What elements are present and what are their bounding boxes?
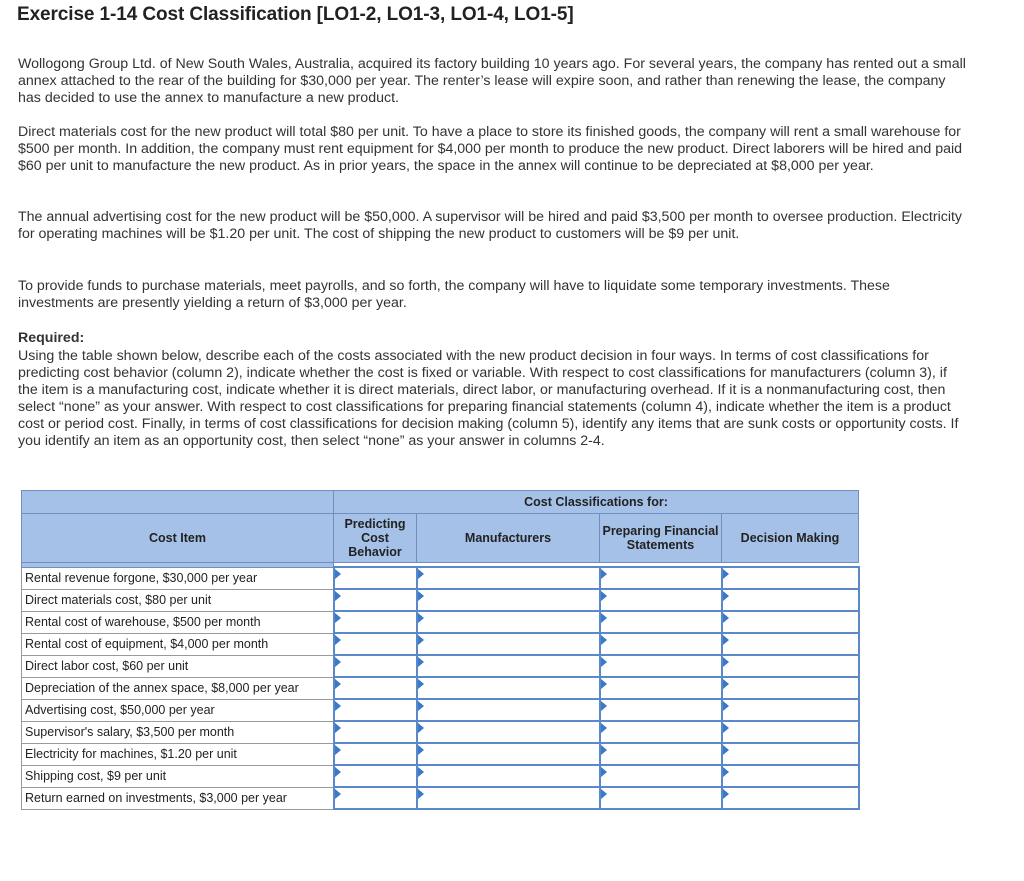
dropdown-marker-icon bbox=[601, 701, 607, 711]
decision-dropdown[interactable] bbox=[722, 721, 859, 743]
financial-dropdown[interactable] bbox=[600, 699, 722, 721]
dropdown-marker-icon bbox=[723, 745, 729, 755]
dropdown-marker-icon bbox=[601, 657, 607, 667]
table-row bbox=[22, 743, 859, 765]
dropdown-marker-icon bbox=[418, 591, 424, 601]
dropdown-marker-icon bbox=[723, 679, 729, 689]
dropdown-marker-icon bbox=[418, 701, 424, 711]
decision-dropdown[interactable] bbox=[722, 633, 859, 655]
predicting-dropdown[interactable] bbox=[334, 765, 417, 787]
dropdown-marker-icon bbox=[418, 657, 424, 667]
dropdown-marker-icon bbox=[723, 701, 729, 711]
financial-dropdown[interactable] bbox=[600, 721, 722, 743]
dropdown-marker-icon bbox=[723, 635, 729, 645]
dropdown-marker-icon bbox=[335, 767, 341, 777]
table-row bbox=[22, 655, 859, 677]
dropdown-marker-icon bbox=[335, 635, 341, 645]
decision-dropdown[interactable] bbox=[722, 787, 859, 809]
header-manufacturers: Manufacturers bbox=[417, 514, 600, 563]
manufacturers-dropdown[interactable] bbox=[417, 765, 600, 787]
dropdown-marker-icon bbox=[335, 723, 341, 733]
cost-item-label: Depreciation of the annex space, $8,000 per year bbox=[22, 677, 334, 699]
cost-item-label: Return earned on investments, $3,000 per year bbox=[22, 787, 334, 809]
page-title: Exercise 1-14 Cost Classification [LO1-2, LO1-3, LO1-4, LO1-5] bbox=[17, 4, 574, 25]
header-decision: Decision Making bbox=[722, 514, 859, 563]
dropdown-marker-icon bbox=[335, 657, 341, 667]
decision-dropdown[interactable] bbox=[722, 611, 859, 633]
manufacturers-dropdown[interactable] bbox=[417, 633, 600, 655]
dropdown-marker-icon bbox=[335, 701, 341, 711]
manufacturers-dropdown[interactable] bbox=[417, 611, 600, 633]
table-row bbox=[22, 567, 859, 589]
dropdown-marker-icon bbox=[418, 767, 424, 777]
decision-dropdown[interactable] bbox=[722, 765, 859, 787]
predicting-dropdown[interactable] bbox=[334, 787, 417, 809]
decision-dropdown[interactable] bbox=[722, 743, 859, 765]
financial-dropdown[interactable] bbox=[600, 567, 722, 589]
predicting-dropdown[interactable] bbox=[334, 743, 417, 765]
table-row bbox=[22, 589, 859, 611]
dropdown-marker-icon bbox=[601, 635, 607, 645]
dropdown-marker-icon bbox=[723, 723, 729, 733]
dropdown-marker-icon bbox=[601, 569, 607, 579]
dropdown-marker-icon bbox=[335, 789, 341, 799]
predicting-dropdown[interactable] bbox=[334, 567, 417, 589]
required-heading: Required: bbox=[18, 330, 85, 346]
dropdown-marker-icon bbox=[601, 591, 607, 601]
header-predicting: Predicting Cost Behavior bbox=[334, 514, 417, 563]
dropdown-marker-icon bbox=[723, 767, 729, 777]
dropdown-marker-icon bbox=[601, 723, 607, 733]
paragraph-investments: To provide funds to purchase materials, meet payrolls, and so forth, the company will have to liquidate some temporary investments. These investments are presently yielding a return of $3,000 per year. bbox=[18, 278, 890, 311]
table-row bbox=[22, 765, 859, 787]
cost-item-label: Direct materials cost, $80 per unit bbox=[22, 589, 334, 611]
dropdown-marker-icon bbox=[335, 613, 341, 623]
decision-dropdown[interactable] bbox=[722, 567, 859, 589]
manufacturers-dropdown[interactable] bbox=[417, 677, 600, 699]
cost-item-label: Rental revenue forgone, $30,000 per year bbox=[22, 567, 334, 589]
manufacturers-dropdown[interactable] bbox=[417, 787, 600, 809]
manufacturers-dropdown[interactable] bbox=[417, 567, 600, 589]
dropdown-marker-icon bbox=[601, 745, 607, 755]
paragraph-intro: Wollogong Group Ltd. of New South Wales, Australia, acquired its factory building 10 years ago. For several years, the company has rented out a small annex attached to the rear of the building for $30,000 per year. The renter’s lease will expire soon, and rather than renewing the lease, the company has decided to use the annex to manufacture a new product. bbox=[18, 56, 966, 106]
financial-dropdown[interactable] bbox=[600, 743, 722, 765]
financial-dropdown[interactable] bbox=[600, 765, 722, 787]
manufacturers-dropdown[interactable] bbox=[417, 655, 600, 677]
dropdown-marker-icon bbox=[723, 613, 729, 623]
table-row bbox=[22, 721, 859, 743]
cost-item-label: Advertising cost, $50,000 per year bbox=[22, 699, 334, 721]
financial-dropdown[interactable] bbox=[600, 787, 722, 809]
table-row bbox=[22, 699, 859, 721]
paragraph-costs: Direct materials cost for the new product will total $80 per unit. To have a place to store its finished goods, the company will rent a small warehouse for $500 per month. In addition, the company must rent equipment for $4,000 per month to produce the new product. Direct laborers will be hired and paid $60 per unit to manufacture the new product. As in prior years, the space in the annex will continue to be depreciated at $8,000 per year. bbox=[18, 124, 963, 174]
header-group: Cost Classifications for: bbox=[334, 491, 859, 514]
financial-dropdown[interactable] bbox=[600, 611, 722, 633]
cost-item-label: Supervisor's salary, $3,500 per month bbox=[22, 721, 334, 743]
cost-item-label: Shipping cost, $9 per unit bbox=[22, 765, 334, 787]
decision-dropdown[interactable] bbox=[722, 677, 859, 699]
table-row bbox=[22, 633, 859, 655]
dropdown-marker-icon bbox=[723, 789, 729, 799]
decision-dropdown[interactable] bbox=[722, 589, 859, 611]
predicting-dropdown[interactable] bbox=[334, 655, 417, 677]
predicting-dropdown[interactable] bbox=[334, 677, 417, 699]
dropdown-marker-icon bbox=[601, 679, 607, 689]
cost-item-label: Rental cost of warehouse, $500 per month bbox=[22, 611, 334, 633]
decision-dropdown[interactable] bbox=[722, 655, 859, 677]
dropdown-marker-icon bbox=[723, 569, 729, 579]
dropdown-marker-icon bbox=[418, 745, 424, 755]
manufacturers-dropdown[interactable] bbox=[417, 589, 600, 611]
cost-item-label: Electricity for machines, $1.20 per unit bbox=[22, 743, 334, 765]
dropdown-marker-icon bbox=[418, 679, 424, 689]
financial-dropdown[interactable] bbox=[600, 589, 722, 611]
dropdown-marker-icon bbox=[335, 679, 341, 689]
financial-dropdown[interactable] bbox=[600, 633, 722, 655]
predicting-dropdown[interactable] bbox=[334, 721, 417, 743]
header-blank bbox=[22, 491, 334, 514]
dropdown-marker-icon bbox=[601, 789, 607, 799]
dropdown-marker-icon bbox=[601, 613, 607, 623]
required-instructions: Using the table shown below, describe each of the costs associated with the new product decision in four ways. In terms of cost classifications for predicting cost behavior (column 2), indicate whether the cost is fixed or variable. With respect to cost classifications for manufacturers (column 3), if the item is a manufacturing cost, indicate whether it is direct materials, direct labor, or manufacturing overhead. If it is a nonmanufacturing cost, then select “none” as your answer. With respect to cost classifications for preparing financial statements (column 4), indicate whether the item is a product cost or period cost. Finally, in terms of cost classifications for decision making (column 5), identify any items that are sunk costs or opportunity costs. If you identify an item as an opportunity cost, then select “none” as your answer in columns 2-4. bbox=[18, 348, 959, 449]
predicting-dropdown[interactable] bbox=[334, 589, 417, 611]
dropdown-marker-icon bbox=[601, 767, 607, 777]
dropdown-marker-icon bbox=[418, 613, 424, 623]
dropdown-marker-icon bbox=[418, 789, 424, 799]
dropdown-marker-icon bbox=[418, 635, 424, 645]
predicting-dropdown[interactable] bbox=[334, 611, 417, 633]
manufacturers-dropdown[interactable] bbox=[417, 743, 600, 765]
dropdown-marker-icon bbox=[335, 591, 341, 601]
manufacturers-dropdown[interactable] bbox=[417, 699, 600, 721]
dropdown-marker-icon bbox=[418, 723, 424, 733]
dropdown-marker-icon bbox=[335, 569, 341, 579]
table-row bbox=[22, 677, 859, 699]
cost-item-label: Direct labor cost, $60 per unit bbox=[22, 655, 334, 677]
manufacturers-dropdown[interactable] bbox=[417, 721, 600, 743]
predicting-dropdown[interactable] bbox=[334, 633, 417, 655]
financial-dropdown[interactable] bbox=[600, 655, 722, 677]
dropdown-marker-icon bbox=[723, 657, 729, 667]
dropdown-marker-icon bbox=[723, 591, 729, 601]
cost-item-label: Rental cost of equipment, $4,000 per month bbox=[22, 633, 334, 655]
header-financial: Preparing Financial Statements bbox=[600, 514, 722, 563]
dropdown-marker-icon bbox=[335, 745, 341, 755]
header-cost-item: Cost Item bbox=[22, 514, 334, 563]
table-row bbox=[22, 787, 859, 809]
decision-dropdown[interactable] bbox=[722, 699, 859, 721]
financial-dropdown[interactable] bbox=[600, 677, 722, 699]
paragraph-advertising: The annual advertising cost for the new product will be $50,000. A supervisor will be hired and paid $3,500 per month to oversee production. Electricity for operating machines will be $1.20 per unit. The cost of shipping the new product to customers will be $9 per unit. bbox=[18, 209, 963, 242]
dropdown-marker-icon bbox=[418, 569, 424, 579]
predicting-dropdown[interactable] bbox=[334, 699, 417, 721]
table-row bbox=[22, 611, 859, 633]
cost-classification-table bbox=[21, 490, 860, 810]
